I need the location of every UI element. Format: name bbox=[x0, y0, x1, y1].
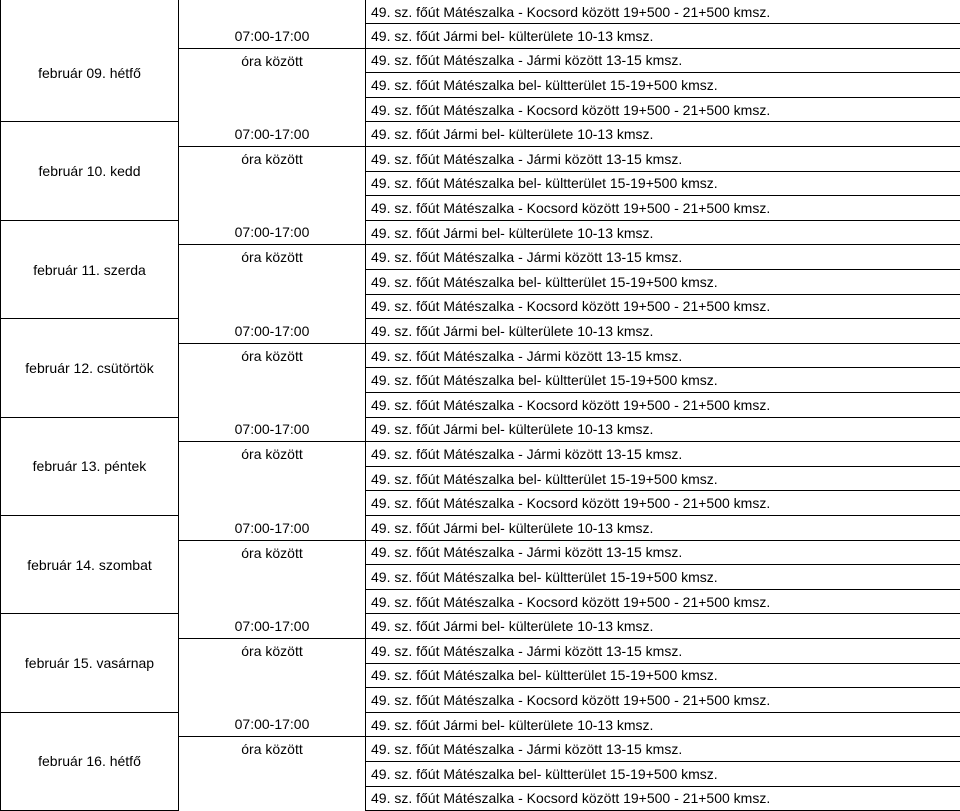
time-range: 07:00-17:00 bbox=[179, 122, 366, 147]
location-cell: 49. sz. főút Mátészalka bel- kültterület 15-19+500 kmsz. bbox=[366, 761, 960, 786]
table-row bbox=[1, 417, 960, 442]
location-cell: 49. sz. főút Jármi bel- külterülete 10-13 kmsz. bbox=[366, 417, 960, 442]
day-label: február 14. szombat bbox=[1, 515, 179, 613]
location-cell: 49. sz. főút Mátészalka - Kocsord között 19+500 - 21+500 kmsz. bbox=[366, 294, 960, 319]
location-cell: 49. sz. főút Mátészalka - Jármi között 13-15 kmsz. bbox=[366, 442, 960, 467]
time-cell-empty bbox=[179, 589, 366, 614]
day-label: február 12. csütörtök bbox=[1, 319, 179, 417]
day-label: február 16. hétfő bbox=[1, 712, 179, 810]
time-suffix: óra között bbox=[179, 147, 366, 172]
location-cell: 49. sz. főút Jármi bel- külterülete 10-13 kmsz. bbox=[366, 122, 960, 147]
table-row bbox=[1, 712, 960, 737]
time-cell-empty bbox=[179, 294, 366, 319]
time-cell-empty bbox=[179, 368, 366, 393]
time-range: 07:00-17:00 bbox=[179, 712, 366, 737]
time-range: 07:00-17:00 bbox=[179, 515, 366, 540]
location-cell: 49. sz. főút Mátészalka - Jármi között 13-15 kmsz. bbox=[366, 638, 960, 663]
table-row bbox=[1, 319, 960, 344]
time-cell-empty bbox=[179, 97, 366, 122]
schedule-body bbox=[1, 0, 960, 811]
time-suffix: óra között bbox=[179, 48, 366, 73]
location-cell: 49. sz. főút Mátészalka bel- kültterület 15-19+500 kmsz. bbox=[366, 368, 960, 393]
time-suffix: óra között bbox=[179, 245, 366, 270]
location-cell: 49. sz. főút Mátészalka - Jármi között 13-15 kmsz. bbox=[366, 147, 960, 172]
location-cell: 49. sz. főút Mátészalka - Kocsord között 19+500 - 21+500 kmsz. bbox=[366, 491, 960, 516]
day-label: február 13. péntek bbox=[1, 417, 179, 515]
time-cell-empty bbox=[179, 73, 366, 98]
location-cell: 49. sz. főút Mátészalka - Kocsord között 19+500 - 21+500 kmsz. bbox=[366, 196, 960, 221]
location-cell: 49. sz. főút Mátészalka - Jármi között 13-15 kmsz. bbox=[366, 540, 960, 565]
time-range: 07:00-17:00 bbox=[179, 614, 366, 639]
time-cell-empty bbox=[179, 761, 366, 786]
location-cell: 49. sz. főút Jármi bel- külterülete 10-13 kmsz. bbox=[366, 712, 960, 737]
location-cell: 49. sz. főút Mátészalka bel- kültterület 15-19+500 kmsz. bbox=[366, 565, 960, 590]
location-cell: 49. sz. főút Mátészalka - Jármi között 13-15 kmsz. bbox=[366, 245, 960, 270]
table-row bbox=[1, 24, 960, 49]
time-suffix: óra között bbox=[179, 638, 366, 663]
time-cell-empty bbox=[179, 786, 366, 811]
time-cell-empty bbox=[179, 393, 366, 418]
time-range: 07:00-17:00 bbox=[179, 24, 366, 49]
location-cell: 49. sz. főút Mátészalka bel- kültterület 15-19+500 kmsz. bbox=[366, 466, 960, 491]
time-cell-empty bbox=[179, 688, 366, 713]
location-cell: 49. sz. főút Mátészalka bel- kültterület 15-19+500 kmsz. bbox=[366, 171, 960, 196]
location-cell: 49. sz. főút Mátészalka bel- kültterület 15-19+500 kmsz. bbox=[366, 663, 960, 688]
location-cell: 49. sz. főút Mátészalka - Jármi között 13-15 kmsz. bbox=[366, 737, 960, 762]
location-cell: 49. sz. főút Mátészalka - Jármi között 13-15 kmsz. bbox=[366, 343, 960, 368]
day-label: február 10. kedd bbox=[1, 122, 179, 220]
location-cell: 49. sz. főút Jármi bel- külterülete 10-13 kmsz. bbox=[366, 319, 960, 344]
location-cell: 49. sz. főút Mátészalka - Kocsord között 19+500 - 21+500 kmsz. bbox=[366, 0, 960, 24]
location-cell: 49. sz. főút Mátészalka bel- kültterület 15-19+500 kmsz. bbox=[366, 73, 960, 98]
table-row bbox=[1, 614, 960, 639]
time-cell-empty bbox=[179, 466, 366, 491]
date-cell-empty bbox=[1, 0, 179, 24]
time-suffix: óra között bbox=[179, 442, 366, 467]
time-suffix: óra között bbox=[179, 540, 366, 565]
time-cell-empty bbox=[179, 663, 366, 688]
table-row bbox=[1, 220, 960, 245]
day-label: február 11. szerda bbox=[1, 220, 179, 318]
time-cell-empty bbox=[179, 171, 366, 196]
table-row bbox=[1, 122, 960, 147]
location-cell: 49. sz. főút Jármi bel- külterülete 10-13 kmsz. bbox=[366, 220, 960, 245]
time-range: 07:00-17:00 bbox=[179, 220, 366, 245]
location-cell: 49. sz. főút Mátészalka - Kocsord között 19+500 - 21+500 kmsz. bbox=[366, 97, 960, 122]
table-row bbox=[1, 515, 960, 540]
location-cell: 49. sz. főút Mátészalka - Kocsord között 19+500 - 21+500 kmsz. bbox=[366, 589, 960, 614]
time-cell-empty bbox=[179, 565, 366, 590]
time-suffix: óra között bbox=[179, 343, 366, 368]
time-cell-empty bbox=[179, 0, 366, 24]
location-cell: 49. sz. főút Mátészalka - Kocsord között 19+500 - 21+500 kmsz. bbox=[366, 688, 960, 713]
location-cell: 49. sz. főút Mátészalka - Kocsord között 19+500 - 21+500 kmsz. bbox=[366, 393, 960, 418]
location-cell: 49. sz. főút Jármi bel- külterülete 10-13 kmsz. bbox=[366, 24, 960, 49]
table-row-top bbox=[1, 0, 960, 24]
time-cell-empty bbox=[179, 270, 366, 295]
location-cell: 49. sz. főút Jármi bel- külterülete 10-13 kmsz. bbox=[366, 515, 960, 540]
day-label: február 15. vasárnap bbox=[1, 614, 179, 712]
location-cell: 49. sz. főút Mátészalka - Kocsord között 19+500 - 21+500 kmsz. bbox=[366, 786, 960, 811]
day-label: február 09. hétfő bbox=[1, 24, 179, 122]
time-range: 07:00-17:00 bbox=[179, 319, 366, 344]
location-cell: 49. sz. főút Mátészalka bel- kültterület 15-19+500 kmsz. bbox=[366, 270, 960, 295]
location-cell: 49. sz. főút Jármi bel- külterülete 10-13 kmsz. bbox=[366, 614, 960, 639]
location-cell: 49. sz. főút Mátészalka - Jármi között 13-15 kmsz. bbox=[366, 48, 960, 73]
time-cell-empty bbox=[179, 491, 366, 516]
time-range: 07:00-17:00 bbox=[179, 417, 366, 442]
time-suffix: óra között bbox=[179, 737, 366, 762]
time-cell-empty bbox=[179, 196, 366, 221]
